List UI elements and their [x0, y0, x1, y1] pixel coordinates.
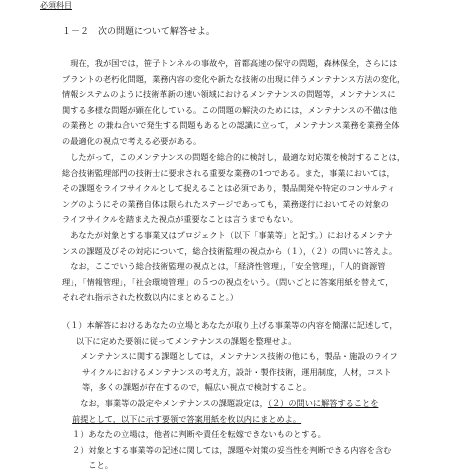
question-1-heading-cont: 以下に定めた要領に従ってメンテナンスの課題を整理せよ。: [76, 335, 297, 346]
underlined-instruction: （２）の問いに解答することを: [267, 397, 379, 408]
text-line: 理」，「情報管理」，「社会環境管理」の５つの視点をいう。（問いごとに答案用紙を替えて，: [62, 276, 394, 287]
text-line: ングのようにその業務自体は限られたステージであっても，業務遂行においてその対象の: [62, 198, 389, 209]
text-line: 情報システムのように技術革新の速い領域におけるメンテナンスの問題等，メンテナンスに: [62, 89, 396, 100]
text-line: の業務と の兼ね合いで発生する問題もあるとの認識に立って，メンテナンス業務を業務全体: [62, 120, 400, 131]
text-line: 現在，我が国では，笹子トンネルの事故や，首都高速の保守の問題，森林保全，さらには: [62, 58, 398, 68]
text-line: それぞれ指示された枚数以内にまとめること。）: [62, 292, 239, 303]
background-paragraph-2: [62, 150, 414, 228]
text-line: したがって，このメンテナンスの問題を総合的に検討し，最適な対応策を検討することは，: [62, 152, 406, 162]
text-line: [62, 396, 414, 412]
background-paragraph-1: [62, 56, 414, 150]
underlined-instruction: 前提として，以下に示す要領で答案用紙を枚以内にまとめよ。: [72, 413, 302, 424]
subject-header: 必須科目: [40, 1, 72, 10]
background-paragraph-3: [62, 228, 414, 306]
text-line: あなたが対象とする事業又はプロジェクト（以下「事業等」と記す。）におけるメンテナ: [62, 230, 393, 240]
list-item: １）あなたの立場は，他者に判断や責任を転嫁できないものとする。: [72, 429, 326, 440]
text-line: 関する多様な問題が顕在化している。この問題の解決のためには，メンテナンスの不備は他: [62, 104, 398, 115]
text-line: 等，多くの課題が存在するので，幅広い視点で検討すること。: [82, 382, 312, 393]
text-line: メンテナンスに関する課題としては，メンテナンス技術の他にも，製品・施設のライフ: [72, 351, 398, 362]
list-item: ２）対象とする事業等の記述に関しては，課題や対策の妥当性を判断できる内容を含む: [72, 444, 392, 455]
text-line: ライフサイクルを踏まえた視点が重要なことは言うまでもない。: [62, 214, 298, 225]
text-line: 総合技術監理部門の技術士に要求される重要な業務の1つである。また，事業においては，: [62, 167, 395, 178]
text-line: なお，ここでいう総合技術監理の視点とは，「経済性管理」，「安全管理」，「人的資源管: [62, 261, 386, 272]
text-line: ンスの課題及びその対応について，総合技術監理の視点から（１），（２）の問いに答えよ。: [62, 245, 398, 256]
question-title: １－２ 次の問題について解答せよ。: [62, 27, 215, 37]
text-line: サイクルにおけるメンテナンスの考え方，設計・製作技術，運用制度，人材，コスト: [82, 366, 392, 377]
note-text: なお，事業等の設定やメンテナンスの課題設定は，: [72, 397, 268, 408]
list-item: こと。: [72, 460, 113, 471]
question-1-heading: （１）本解答におけるあなたの立場とあなたが取り上げる事業等の内容を簡潔に記述して，: [62, 320, 398, 330]
text-line: の最適化の視点で考える必要がある。: [62, 135, 202, 146]
question-1-block: [62, 318, 414, 474]
text-line: その課題をライフサイクルとして捉えることは必須であり，製品開発や特定のコンサルティ: [62, 183, 396, 194]
text-line: プラントの老朽化問題，業務内容の変化や新たな技術の出現に伴うメンテナンス方法の変化，: [62, 73, 406, 84]
